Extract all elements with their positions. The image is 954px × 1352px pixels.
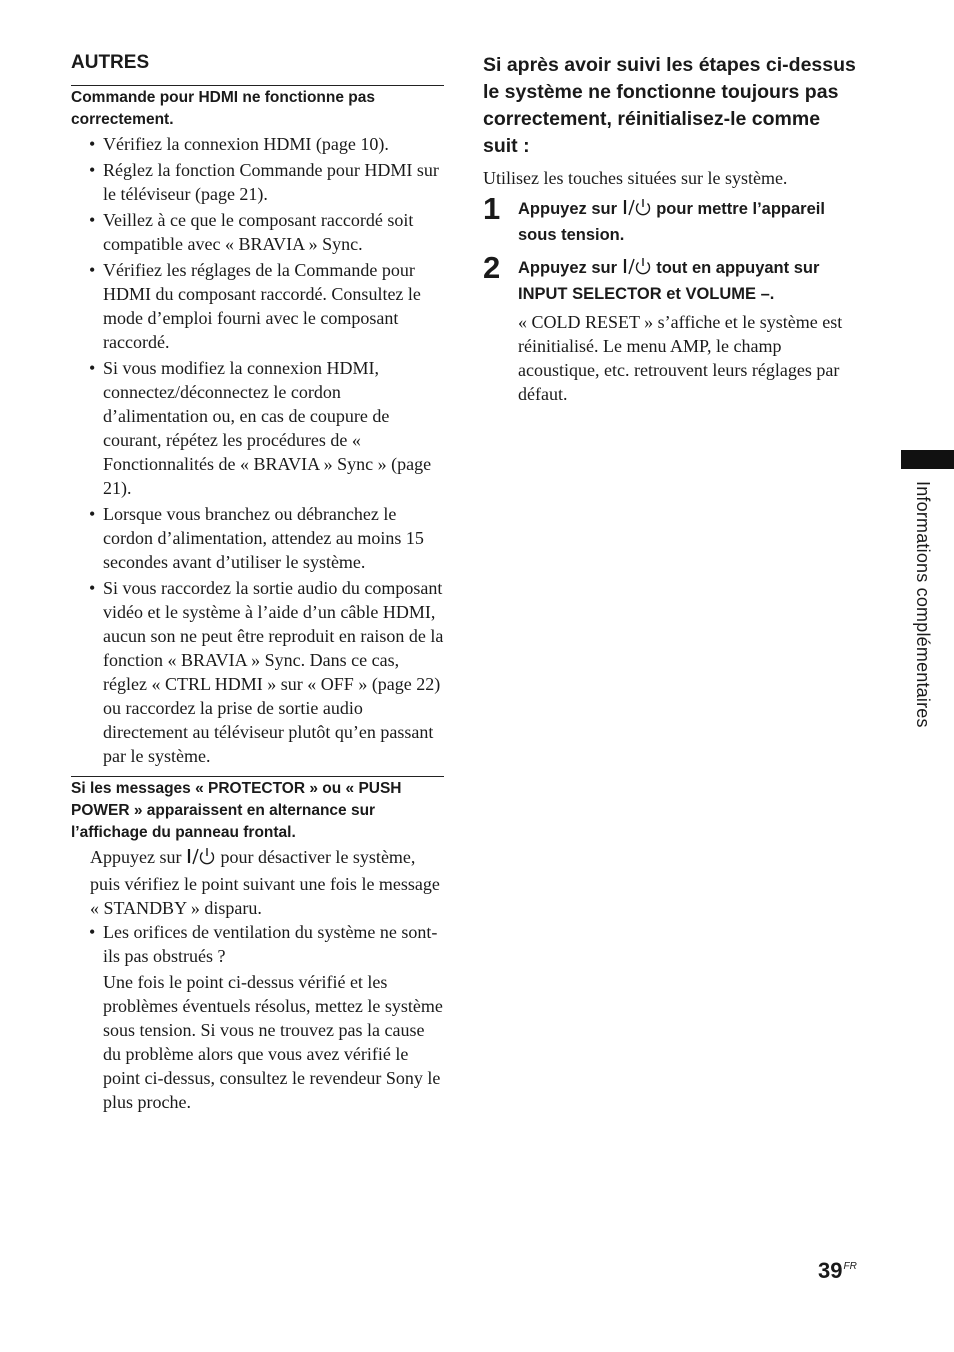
power-standby-icon bbox=[622, 258, 652, 283]
protector-paragraph: Appuyez sur pour désactiver le système, puis vérifiez le point suivant une fois le message « STANDBY » disparu. bbox=[90, 847, 440, 918]
page-number: $39^{FR}$ bbox=[818, 1258, 857, 1283]
step-number: 2 bbox=[483, 250, 501, 285]
hdmi-bullet-list bbox=[71, 132, 444, 768]
step-1 bbox=[483, 191, 858, 247]
step-instruction: Appuyez sur pour mettre l’appareil sous tension. bbox=[518, 200, 825, 244]
list-item: • Si vous raccordez la sortie audio du composant vidéo et le système à l’aide d’un câble HDMI, aucun son ne peut être reproduit en raison de la fonction « BRAVIA » Sync. Dans ce cas, réglez « CTRL HDMI » sur « OFF » (page 22) ou raccordez la prise de sortie audio directement au téléviseur plutôt qu’en passant par le système. bbox=[89, 578, 444, 766]
step-number: 1 bbox=[483, 191, 501, 226]
reset-intro: Utilisez les touches situées sur le système. bbox=[483, 168, 788, 188]
reset-title: Si après avoir suivi les étapes ci-dessus le système ne fonctionne toujours pas correctement, réinitialisez-le comme suit : bbox=[483, 54, 856, 157]
list-item: • Les orifices de ventilation du système ne sont-ils pas obstrués ? bbox=[89, 922, 438, 966]
list-item: • Vérifiez les réglages de la Commande pour HDMI du composant raccordé. Consultez le mode d’emploi fourni avec le composant raccordé. bbox=[89, 260, 421, 352]
step-description: « COLD RESET » s’affiche et le système est réinitialisé. Le menu AMP, le champ acoustique, etc. retrouvent leurs réglages par défaut. bbox=[518, 312, 843, 404]
left-column bbox=[71, 52, 444, 1114]
page-language-suffix: FR bbox=[843, 1261, 857, 1272]
chapter-side-label: Informations complémentaires bbox=[913, 481, 933, 728]
right-column bbox=[483, 52, 858, 416]
step-instruction: Appuyez sur tout en appuyant sur INPUT SELECTOR et VOLUME –. bbox=[518, 259, 820, 303]
section-title: AUTRES bbox=[71, 52, 150, 73]
power-standby-icon bbox=[622, 199, 652, 224]
list-item: • Lorsque vous branchez ou débranchez le cordon d’alimentation, attendez au moins 15 secondes avant d’utiliser le système. bbox=[89, 504, 424, 572]
chapter-tab-marker bbox=[901, 450, 954, 469]
power-standby-icon bbox=[186, 848, 216, 872]
list-item: • Vérifiez la connexion HDMI (page 10). bbox=[89, 134, 389, 154]
hdmi-heading: Commande pour HDMI ne fonctionne pas correctement. bbox=[71, 85, 444, 131]
step-2 bbox=[483, 250, 858, 406]
list-item: • Si vous modifiez la connexion HDMI, connectez/déconnectez le cordon d’alimentation ou, en cas de coupure de courant, répétez les procédures de « Fonctionnalités de « BRAVIA » Sync » (page 21). bbox=[89, 358, 432, 498]
protector-bullet-list bbox=[71, 920, 444, 968]
protector-heading: Si les messages « PROTECTOR » ou « PUSH POWER » apparaissent en alternance sur l’affichage du panneau frontal. bbox=[71, 776, 444, 844]
list-item: • Veillez à ce que le composant raccordé soit compatible avec « BRAVIA » Sync. bbox=[89, 210, 414, 254]
protector-followup: Une fois le point ci-dessus vérifié et les problèmes éventuels résolus, mettez le système sous tension. Si vous ne trouvez pas la cause du problème alors que vous avez vérifié le point ci-dessus, consultez le revendeur Sony le plus proche. bbox=[103, 972, 443, 1112]
list-item: • Réglez la fonction Commande pour HDMI sur le téléviseur (page 21). bbox=[89, 160, 439, 204]
